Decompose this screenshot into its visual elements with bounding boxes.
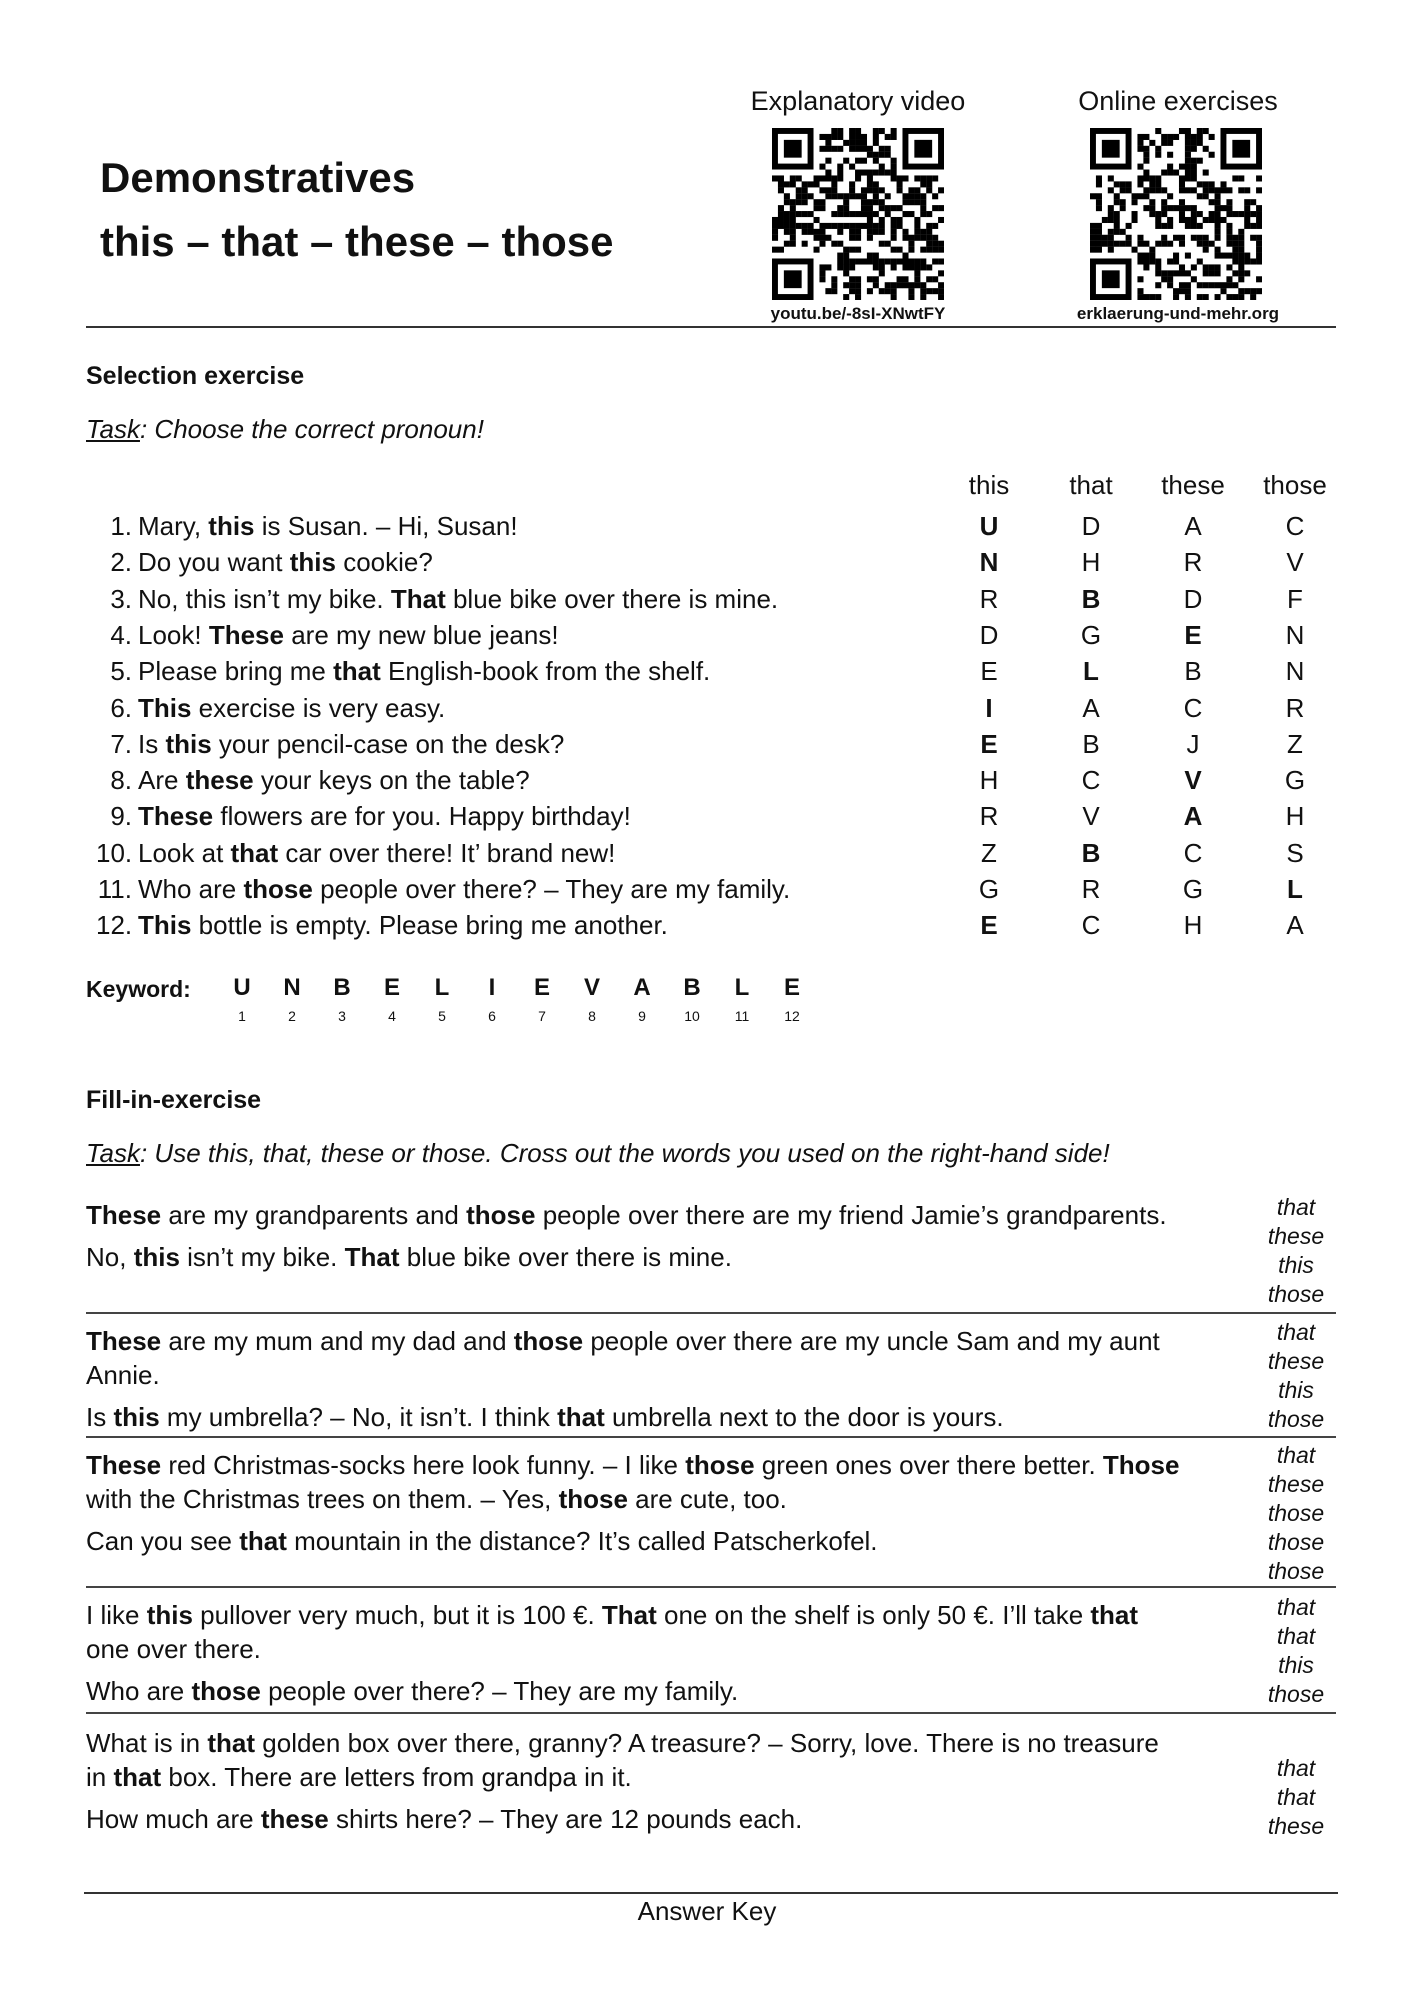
sentence-text: green ones over there better. — [754, 1450, 1103, 1480]
option-these: D — [1183, 583, 1203, 614]
word-bank-item: those — [1267, 1406, 1325, 1432]
sentence-pronoun: These — [138, 801, 214, 832]
option-these: V — [1184, 765, 1202, 796]
word-bank-item: these — [1267, 1223, 1325, 1249]
option-these: J — [1186, 728, 1200, 759]
sentence-text: I like — [86, 1600, 147, 1630]
item-sentence — [138, 835, 615, 871]
sentence-text: red Christmas-socks here look funny. – I like — [161, 1450, 686, 1480]
keyword-letter: E — [383, 974, 400, 1001]
sentence-text: box. There are letters from grandpa in it. — [161, 1762, 632, 1792]
option-this: I — [985, 692, 993, 723]
item-sentence — [138, 581, 778, 617]
sentence-after: your pencil-case on the desk? — [211, 728, 565, 759]
option-those: S — [1286, 837, 1304, 868]
word-bank-item: those — [1267, 1281, 1325, 1307]
list-item — [0, 835, 1414, 871]
word-bank — [1246, 1754, 1346, 1841]
option-that: C — [1081, 910, 1101, 941]
sentence-text: one on the shelf is only 50 €. I’ll take — [656, 1600, 1091, 1630]
sentence-text: my umbrella? – No, it isn’t. I think — [159, 1402, 558, 1432]
item-sentence — [138, 726, 564, 762]
sentence-after: bottle is empty. Please bring me another. — [191, 910, 668, 941]
fillin-task — [86, 1138, 1110, 1169]
sentence-pronoun: These — [86, 1200, 162, 1230]
option-these: A — [1183, 801, 1203, 832]
word-bank-item: these — [1267, 1812, 1325, 1839]
fillin-sentence-2 — [86, 1674, 1186, 1708]
fillin-sentence-2 — [86, 1240, 1186, 1274]
option-those: R — [1285, 692, 1305, 723]
sentence-text: people over there? – They are my family. — [260, 1676, 739, 1706]
column-header-that: that — [1069, 470, 1113, 500]
item-number: 10. — [96, 837, 133, 868]
sentence-pronoun: Those — [1102, 1450, 1180, 1480]
item-sentence — [138, 762, 530, 798]
option-that: B — [1081, 583, 1101, 614]
fillin-title: Fill-in-exercise — [86, 1086, 262, 1114]
option-those: G — [1284, 765, 1306, 796]
sentence-pronoun: this — [133, 1242, 180, 1272]
fillin-block — [86, 1190, 1336, 1314]
sentence-text: pullover very much, but it is 100 €. — [192, 1600, 602, 1630]
word-bank-item: those — [1267, 1557, 1325, 1584]
sentence-pronoun: those — [685, 1450, 755, 1480]
word-bank-item: that — [1276, 1754, 1316, 1781]
item-sentence — [138, 690, 445, 726]
option-those: L — [1287, 874, 1303, 904]
sentence-pronoun: that — [333, 656, 381, 687]
sentence-before: No, this isn’t my bike. — [138, 583, 391, 614]
fillin-block — [86, 1316, 1336, 1438]
footer-divider — [84, 1892, 1338, 1894]
word-bank-item: that — [1276, 1594, 1316, 1620]
option-that: B — [1081, 837, 1101, 868]
word-bank — [1246, 1318, 1346, 1434]
keyword-letter: E — [533, 974, 550, 1001]
column-header-this: this — [968, 470, 1010, 500]
sentence-pronoun: those — [558, 1484, 628, 1514]
option-those: V — [1286, 547, 1304, 578]
fillin-sentence-1 — [86, 1324, 1186, 1392]
option-those: N — [1285, 656, 1305, 687]
option-these: A — [1184, 511, 1202, 541]
sentence-after: English-book from the shelf. — [380, 656, 711, 687]
fillin-text — [86, 1726, 1186, 1836]
fillin-text — [86, 1324, 1186, 1434]
fillin-sentence-2 — [86, 1400, 1186, 1434]
list-item — [0, 907, 1414, 943]
footer-label: Answer Key — [637, 1896, 777, 1926]
option-that: H — [1081, 547, 1101, 578]
item-number: 3. — [110, 583, 132, 614]
option-that: B — [1082, 728, 1100, 759]
word-bank — [1246, 1441, 1346, 1586]
list-item — [0, 508, 1414, 544]
keyword-letter: E — [783, 974, 800, 1001]
option-these: E — [1184, 619, 1202, 650]
qr-online-url[interactable]: erklaerung-und-mehr.org — [1076, 304, 1280, 323]
sentence-before: Please bring me — [138, 656, 334, 687]
sentence-text: are my mum and my dad and — [161, 1326, 514, 1356]
qr-online-label: Online exercises — [1078, 86, 1278, 116]
option-this: R — [979, 583, 999, 614]
option-that: G — [1080, 619, 1102, 650]
option-this: E — [980, 656, 998, 687]
sentence-pronoun: That — [344, 1242, 400, 1272]
word-bank-item: that — [1276, 1319, 1316, 1345]
keyword-number: 12 — [784, 1008, 800, 1024]
keyword-letter: L — [734, 974, 750, 1001]
task-text: : Use this, that, these or those. Cross out the words you used on the right-hand side! — [139, 1138, 1110, 1168]
item-number: 6. — [110, 692, 132, 723]
sentence-pronoun: that — [1090, 1600, 1139, 1630]
item-sentence — [138, 617, 559, 653]
sentence-text: blue bike over there is mine. — [399, 1242, 732, 1272]
option-those: C — [1285, 511, 1305, 541]
keyword-letter: A — [633, 974, 651, 1001]
word-bank-item: this — [1278, 1377, 1314, 1403]
sentence-after: people over there? – They are my family. — [312, 874, 791, 904]
item-sentence — [138, 798, 631, 834]
sentence-after: your keys on the table? — [253, 765, 530, 796]
item-sentence — [138, 653, 710, 689]
option-that: A — [1082, 692, 1100, 723]
page-title — [100, 146, 613, 274]
sentence-pronoun: These — [86, 1326, 162, 1356]
option-this: U — [979, 511, 999, 541]
option-this: H — [979, 765, 999, 796]
keyword-number: 10 — [684, 1008, 700, 1024]
item-number: 11. — [97, 874, 132, 904]
sentence-pronoun: this — [289, 547, 336, 578]
option-this: D — [979, 619, 999, 650]
sentence-pronoun: this — [146, 1600, 193, 1630]
item-number: 2. — [110, 547, 132, 578]
sentence-pronoun: that — [230, 837, 279, 868]
task-label: Task — [86, 414, 140, 444]
option-this: G — [978, 874, 1000, 904]
sentence-text: one over there. — [86, 1634, 261, 1664]
sentence-text: mountain in the distance? It’s called Patscherkofel. — [286, 1526, 878, 1556]
option-these: C — [1183, 837, 1203, 868]
keyword-letter: L — [434, 974, 450, 1001]
option-these: G — [1182, 874, 1204, 904]
keyword-label: Keyword: — [86, 976, 191, 1002]
option-these: H — [1183, 910, 1203, 941]
sentence-pronoun: that — [207, 1728, 256, 1758]
fillin-sentence-2 — [86, 1802, 1186, 1836]
sentence-text: umbrella next to the door is yours. — [604, 1402, 1004, 1432]
header-divider — [86, 326, 1336, 328]
word-bank — [1246, 1193, 1346, 1309]
keyword-number: 4 — [388, 1008, 396, 1024]
sentence-before: Who are — [138, 874, 244, 904]
list-item — [0, 544, 1414, 580]
fillin-text — [86, 1198, 1186, 1274]
list-item — [0, 581, 1414, 617]
column-header-those: those — [1263, 470, 1327, 500]
sentence-pronoun: this — [208, 511, 255, 541]
word-bank — [1246, 1593, 1346, 1709]
option-these: R — [1183, 547, 1203, 578]
fillin-block — [86, 1716, 1336, 1878]
keyword-number: 5 — [438, 1008, 446, 1024]
sentence-pronoun: This — [138, 910, 192, 941]
fillin-sentence-1 — [86, 1726, 1186, 1794]
list-item — [0, 798, 1414, 834]
word-bank-item: these — [1267, 1470, 1325, 1497]
option-this: Z — [981, 837, 997, 868]
sentence-before: Look! — [138, 619, 209, 650]
keyword-letter: B — [333, 974, 351, 1001]
sentence-pronoun: This — [138, 692, 192, 723]
list-item — [0, 871, 1414, 907]
sentence-before: Do you want — [138, 547, 290, 578]
item-number: 12. — [96, 910, 133, 941]
option-that: C — [1081, 765, 1101, 796]
sentence-text: What is in — [86, 1728, 208, 1758]
list-item — [0, 617, 1414, 653]
option-these: C — [1183, 692, 1203, 723]
sentence-before: Are — [138, 765, 186, 796]
title-line-2: this – that – these – those — [100, 218, 614, 265]
fillin-sentence-2 — [86, 1524, 1186, 1558]
option-this: E — [980, 728, 998, 759]
sentence-after: cookie? — [335, 547, 433, 578]
sentence-pronoun: That — [601, 1600, 657, 1630]
list-item — [0, 690, 1414, 726]
word-bank-item: those — [1267, 1528, 1325, 1555]
option-those: A — [1286, 910, 1304, 941]
list-item — [0, 726, 1414, 762]
option-these: B — [1184, 656, 1202, 687]
column-header-these: these — [1161, 470, 1225, 500]
option-that: L — [1083, 656, 1099, 687]
qr-video-url[interactable]: youtu.be/-8sI-XNwtFY — [770, 304, 946, 323]
task-label: Task — [86, 1138, 140, 1168]
fillin-text — [86, 1598, 1186, 1708]
keyword-number: 8 — [588, 1008, 596, 1024]
word-bank-item: those — [1267, 1499, 1325, 1526]
option-this: R — [979, 801, 999, 832]
keyword-letter: V — [583, 974, 600, 1001]
sentence-pronoun: that — [113, 1762, 162, 1792]
sentence-after: is Susan. – Hi, Susan! — [254, 511, 518, 541]
sentence-pronoun: those — [513, 1326, 584, 1356]
word-bank-item: that — [1276, 1623, 1316, 1649]
word-bank-item: this — [1278, 1252, 1314, 1278]
sentence-pronoun: that — [557, 1402, 605, 1432]
item-sentence — [138, 508, 518, 544]
item-sentence — [138, 907, 668, 943]
sentence-text: are my grandparents and — [161, 1200, 467, 1230]
word-bank-item: these — [1267, 1348, 1325, 1374]
sentence-pronoun: this — [165, 728, 212, 759]
sentence-pronoun: this — [113, 1402, 160, 1432]
sentence-text: Can you see — [86, 1526, 240, 1556]
sentence-after: exercise is very easy. — [191, 692, 446, 723]
keyword-number: 11 — [734, 1008, 750, 1024]
word-bank-item: those — [1267, 1681, 1325, 1707]
fillin-sentence-1 — [86, 1198, 1186, 1232]
option-those: F — [1287, 583, 1303, 614]
sentence-text: people over there are my friend Jamie’s grandparents. — [535, 1200, 1167, 1230]
selection-task — [86, 414, 484, 445]
item-number: 1. — [110, 511, 132, 541]
list-item — [0, 762, 1414, 798]
item-sentence — [138, 544, 433, 580]
sentence-text: golden box over there, granny? A treasure? – Sorry, love. There is no treasure in — [86, 1728, 1159, 1792]
keyword-letter: B — [683, 974, 701, 1001]
item-number: 8. — [110, 765, 132, 796]
sentence-pronoun: those — [191, 1676, 261, 1706]
fillin-block — [86, 1590, 1336, 1714]
sentence-before: Look at — [138, 837, 231, 868]
option-that: R — [1081, 874, 1101, 904]
sentence-pronoun: These — [86, 1450, 162, 1480]
item-number: 4. — [110, 619, 132, 650]
sentence-pronoun: these — [185, 765, 254, 796]
keyword-letter: N — [283, 974, 301, 1001]
sentence-text: shirts here? – They are 12 pounds each. — [328, 1804, 803, 1834]
option-this: E — [980, 910, 998, 941]
fillin-sentence-1 — [86, 1598, 1186, 1666]
sentence-after: car over there! It’ brand new! — [278, 837, 616, 868]
sentence-pronoun: those — [466, 1200, 536, 1230]
qr-code-video[interactable] — [772, 128, 944, 300]
list-item — [0, 653, 1414, 689]
sentence-text: with the Christmas trees on them. – Yes, — [86, 1484, 559, 1514]
sentence-text: Is — [86, 1402, 114, 1432]
keyword-letter: I — [488, 974, 496, 1001]
keyword-number: 2 — [288, 1008, 296, 1024]
sentence-after: blue bike over there is mine. — [445, 583, 779, 614]
item-number: 5. — [110, 656, 132, 687]
keyword-number: 9 — [638, 1008, 646, 1024]
sentence-text: are cute, too. — [627, 1484, 787, 1514]
item-sentence — [138, 871, 790, 907]
option-those: N — [1285, 619, 1305, 650]
sentence-text: Who are — [86, 1676, 192, 1706]
item-number: 9. — [110, 801, 132, 832]
word-bank-item: that — [1276, 1194, 1316, 1220]
keyword-number: 3 — [338, 1008, 346, 1024]
keyword-letter: U — [233, 974, 251, 1001]
fillin-text — [86, 1448, 1186, 1558]
sentence-before: Mary, — [138, 511, 209, 541]
sentence-pronoun: These — [208, 619, 284, 650]
keyword-number: 1 — [238, 1008, 246, 1024]
fillin-sentence-1 — [86, 1448, 1186, 1516]
word-bank-item: that — [1276, 1783, 1316, 1810]
keyword-number: 6 — [488, 1008, 496, 1024]
selection-title: Selection exercise — [86, 362, 305, 390]
sentence-pronoun: those — [243, 874, 313, 904]
option-this: N — [979, 547, 999, 578]
option-those: Z — [1287, 728, 1303, 759]
sentence-before: Is — [138, 728, 166, 759]
word-bank-item: that — [1276, 1441, 1316, 1468]
sentence-pronoun: That — [390, 583, 446, 614]
fillin-block — [86, 1440, 1336, 1588]
sentence-pronoun: that — [239, 1526, 287, 1556]
sentence-text: people over there are my uncle Sam and my aunt Annie. — [86, 1326, 1160, 1390]
option-those: H — [1285, 801, 1305, 832]
qr-video-label: Explanatory video — [750, 86, 966, 116]
sentence-text: No, — [86, 1242, 134, 1272]
sentence-text: How much are — [86, 1804, 261, 1834]
sentence-after: flowers are for you. Happy birthday! — [213, 801, 631, 832]
sentence-text: isn’t my bike. — [179, 1242, 345, 1272]
option-that: V — [1082, 801, 1100, 832]
item-number: 7. — [110, 728, 132, 759]
task-text: : Choose the correct pronoun! — [139, 414, 484, 444]
option-that: D — [1081, 511, 1101, 541]
sentence-after: are my new blue jeans! — [283, 619, 559, 650]
word-bank-item: this — [1278, 1652, 1314, 1678]
keyword-number: 7 — [538, 1008, 546, 1024]
qr-code-online[interactable] — [1090, 128, 1262, 300]
sentence-pronoun: these — [260, 1804, 329, 1834]
title-line-1: Demonstratives — [100, 154, 416, 201]
